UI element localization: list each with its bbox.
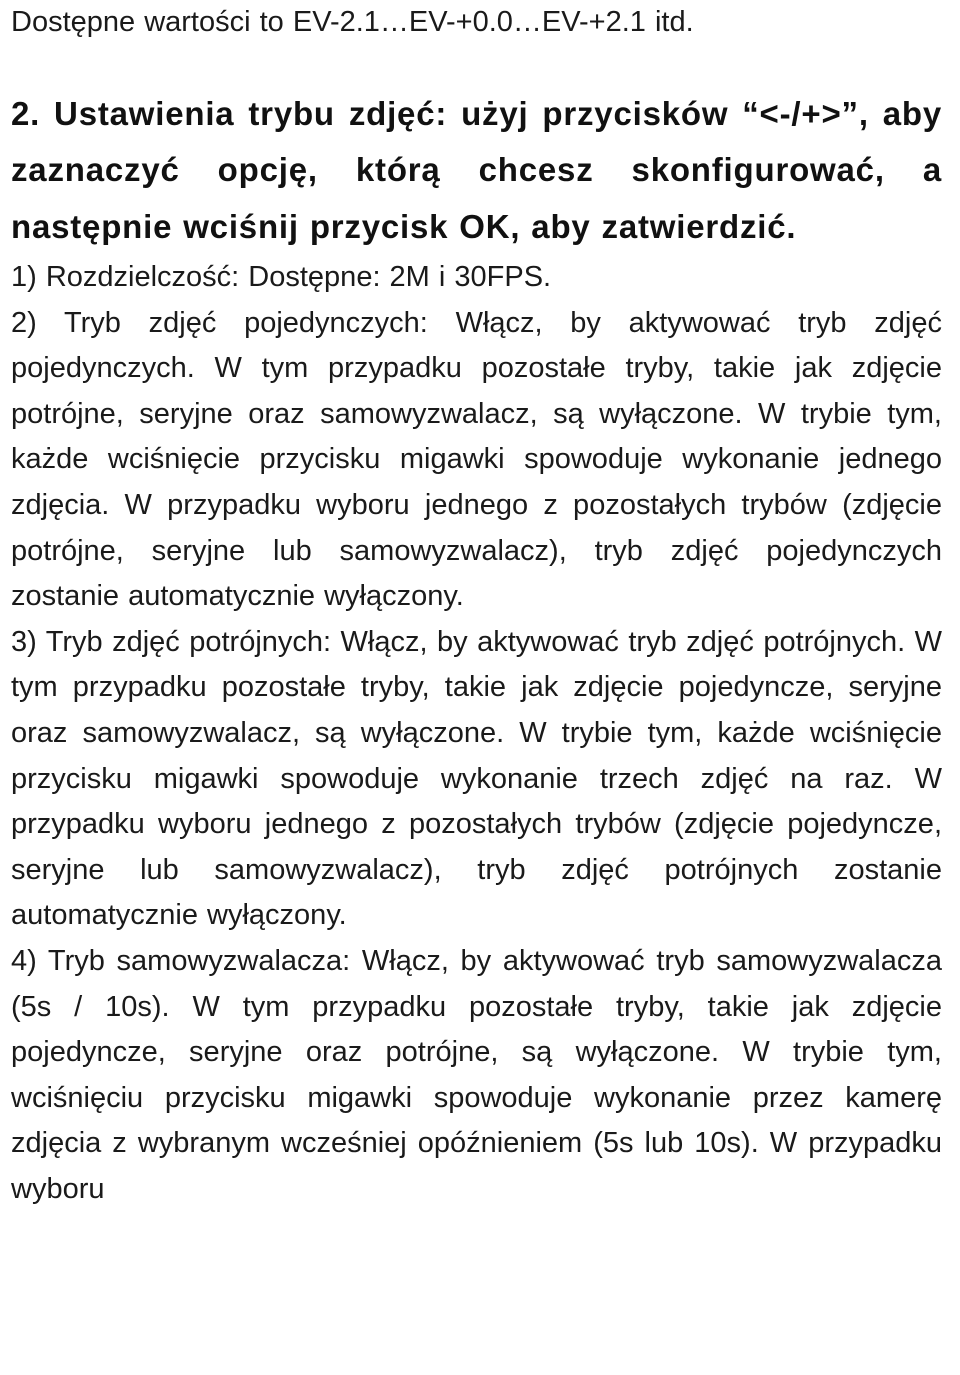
intro-paragraph: Dostępne wartości to EV-2.1…EV-+0.0…EV-+2.1 itd. [11,6,694,38]
settings-list [11,255,942,1212]
list-item-resolution: 1) Rozdzielczość: Dostępne: 2M i 30FPS. [11,261,552,294]
section-heading: 2. Ustawienia trybu zdjęć: użyj przycisków “<-/+>”, aby zaznaczyć opcję, którą chcesz skonfigurować, a następnie wciśnij przycisk OK, aby zatwierdzić. [11,94,942,245]
list-item-self-timer-mode: 4) Tryb samowyzwalacza: Włącz, by aktywować tryb samowyzwalacza (5s / 10s). W tym przypadku pozostałe tryby, takie jak zdjęcie pojedyncze, seryjne oraz potrójne, są wyłączone. W trybie tym, wciśnięciu przycisku migawki spowoduje wykonanie przez kamerę zdjęcia z wybranym wcześniej opóźnieniem (5s lub 10s). W przypadku wyboru [11,945,942,1205]
list-item-single-shot-mode: 2) Tryb zdjęć pojedynczych: Włącz, by aktywować tryb zdjęć pojedynczych. W tym przypadku pozostałe tryby, takie jak zdjęcie potrójne, seryjne oraz samowyzwalacz, są wyłączone. W trybie tym, każde wciśnięcie przycisku migawki spowoduje wykonanie jednego zdjęcia. W przypadku wyboru jednego z pozostałych trybów (zdjęcie potrójne, seryjne lub samowyzwalacz), tryb zdjęć pojedynczych zostanie automatycznie wyłączony. [11,306,942,613]
list-item-triple-shot-mode: 3) Tryb zdjęć potrójnych: Włącz, by aktywować tryb zdjęć potrójnych. W tym przypadku pozostałe tryby, takie jak zdjęcie pojedyncze, seryjne oraz samowyzwalacz, są wyłączone. W trybie tym, każde wciśnięcie przycisku migawki spowoduje wykonanie trzech zdjęć na raz. W przypadku wyboru jednego z pozostałych trybów (zdjęcie pojedyncze, seryjne lub samowyzwalacz), tryb zdjęć potrójnych zostanie automatycznie wyłączony. [11,625,942,932]
